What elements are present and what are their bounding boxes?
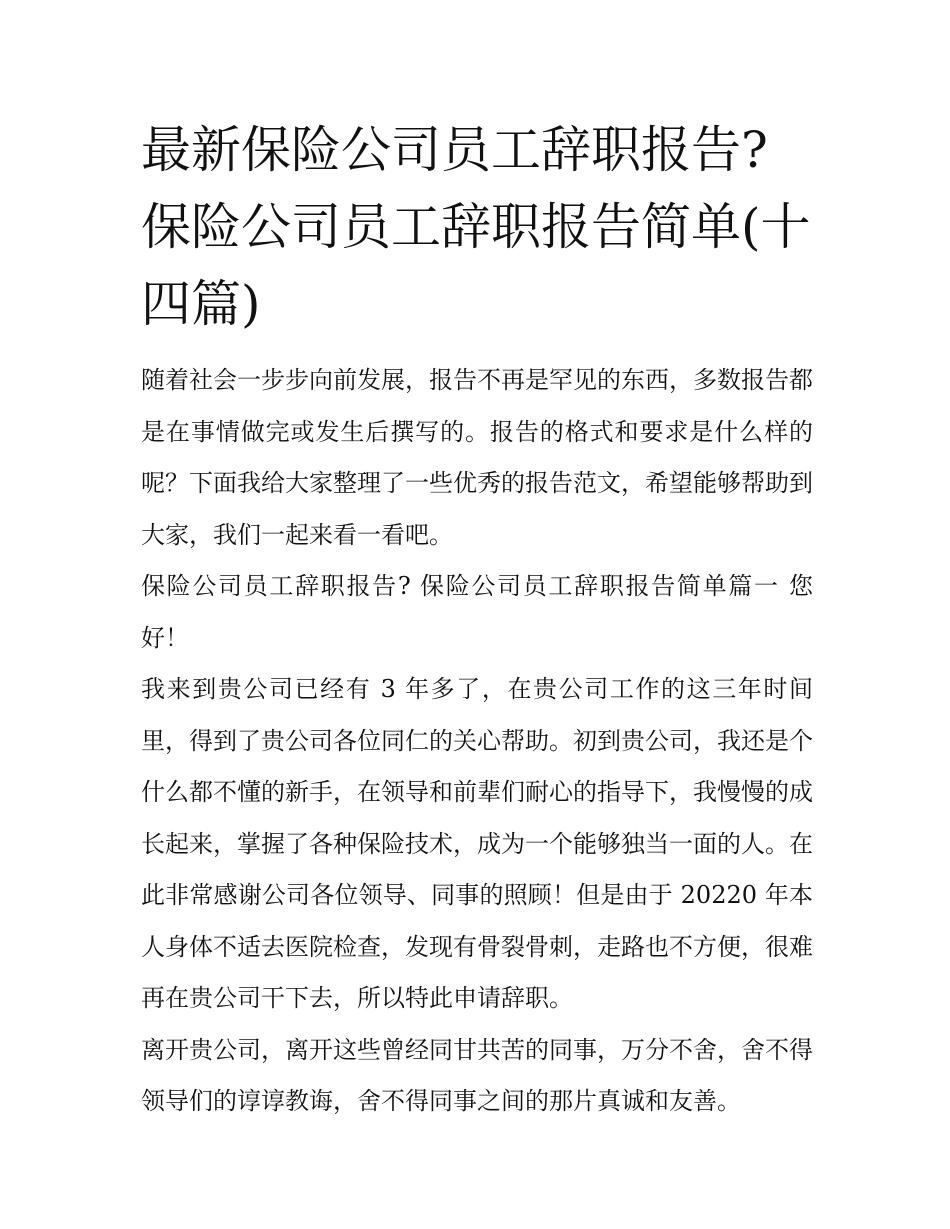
document-body	[141, 355, 813, 1128]
body-paragraph: 我来到贵公司已经有 3 年多了，在贵公司工作的这三年时间里，得到了贵公司各位同仁的关心帮助。初到贵公司，我还是个什么都不懂的新手，在领导和前辈们耐心的指导下，我慢慢的成长起来，掌握了各种保险技术，成为一个能够独当一面的人。在此非常感谢公司各位领导、同事的照顾！但是由于 20220 年本人身体不适去医院检查，发现有骨裂骨刺，走路也不方便，很难再在贵公司干下去，所以特此申请辞职。	[141, 675, 813, 1012]
document-page	[141, 112, 813, 1128]
section-heading-paragraph: 保险公司员工辞职报告? 保险公司员工辞职报告简单篇一 您好！	[141, 572, 813, 652]
body-paragraph: 离开贵公司，离开这些曾经同甘共苦的同事，万分不舍，舍不得领导们的谆谆教诲，舍不得同事之间的那片真诚和友善。	[141, 1035, 813, 1115]
document-title: 最新保险公司员工辞职报告?保险公司员工辞职报告简单(十四篇)	[141, 121, 811, 333]
intro-paragraph: 随着社会一步步向前发展，报告不再是罕见的东西，多数报告都是在事情做完或发生后撰写的。报告的格式和要求是什么样的呢？下面我给大家整理了一些优秀的报告范文，希望能够帮助到大家，我们一起来看一看吧。	[141, 366, 813, 549]
